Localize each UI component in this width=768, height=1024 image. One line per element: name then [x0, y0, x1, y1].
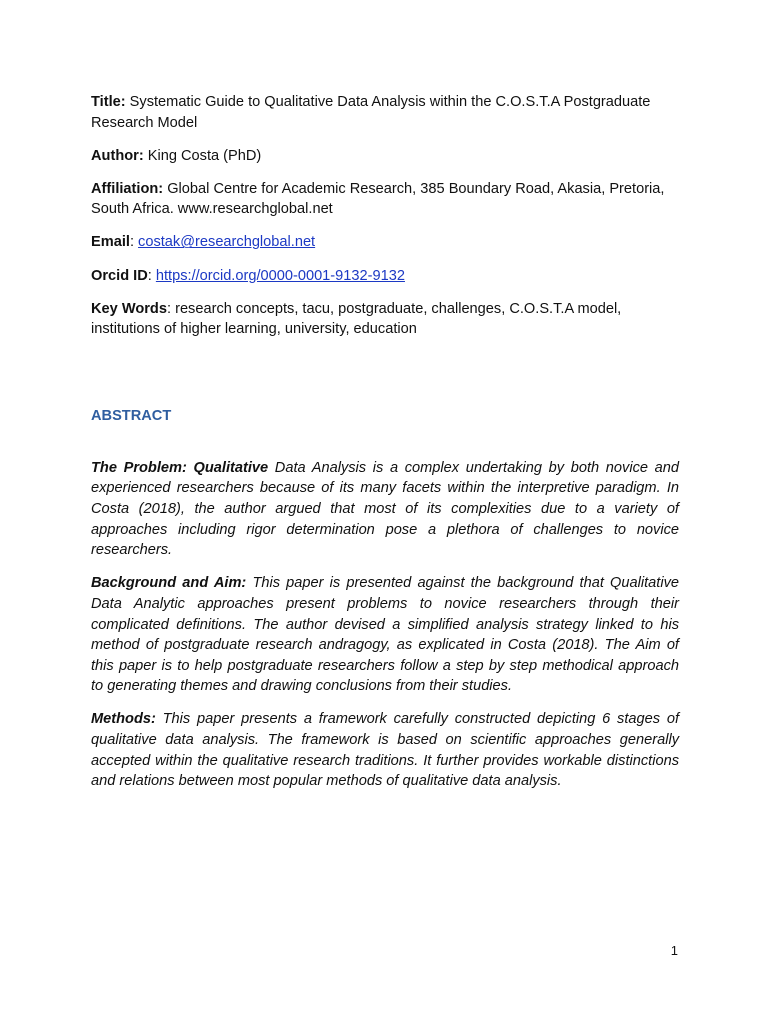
paragraph-text: This paper presents a framework carefully constructed depicting 6 stages of qualitative data analysis. The framework is based on scientific approaches generally accepted within the qualitative research traditions. It further provides workable distinctions and relations between most popular methods of qualitative data analysis.	[91, 711, 679, 790]
title-label: Title:	[91, 94, 126, 110]
page-content	[91, 92, 679, 804]
keywords-line	[91, 299, 679, 340]
paragraph-lead: Methods:	[91, 711, 156, 728]
affiliation-value: Global Centre for Academic Research, 385 Boundary Road, Akasia, Pretoria, South Africa. www.researchglobal.net	[91, 180, 665, 218]
keywords-value: : research concepts, tacu, postgraduate, challenges, C.O.S.T.A model, institutions of higher learning, university, education	[91, 300, 622, 338]
email-label: Email	[91, 234, 130, 251]
author-line	[91, 146, 679, 167]
page-number: 1	[670, 943, 678, 958]
affiliation-line	[91, 179, 679, 220]
paragraph-text: This paper is presented against the background that Qualitative Data Analytic approaches present problems to novice researchers through their complicated definitions. The author devised a simplified analysis strategy linked to his method of postgraduate research andragogy, as explicated in Costa (2018). The Aim of this paper is to help postgraduate researchers follow a step by step methodical approach to generating themes and drawing conclusions from their studies.	[91, 575, 679, 695]
title-line	[91, 92, 679, 133]
paragraph-text: Data Analysis is a complex undertaking by both novice and experienced researchers because of its many facets within the interpretive paradigm. In Costa (2018), the author argued that most of its complexities due to a variety of approaches including rigor determination pose a plethora of challenges to novice researchers.	[91, 459, 679, 559]
abstract-heading: ABSTRACT	[91, 407, 172, 424]
orcid-link[interactable]: https://orcid.org/0000-0001-9132-9132	[155, 267, 405, 284]
author-label: Author:	[91, 147, 144, 164]
paragraph-lead: Background and Aim:	[91, 575, 247, 592]
abstract-paragraph-background	[91, 573, 679, 697]
orcid-line	[91, 266, 679, 287]
orcid-label: Orcid ID	[91, 267, 148, 284]
keywords-label: Key Words	[91, 300, 167, 317]
title-value: Systematic Guide to Qualitative Data Analysis within the C.O.S.T.A Postgraduate Research Model	[91, 94, 651, 131]
email-separator: :	[129, 234, 139, 251]
abstract-paragraph-problem	[91, 458, 679, 561]
orcid-separator: :	[147, 267, 156, 284]
email-link[interactable]: costak@researchglobal.net	[138, 234, 316, 251]
author-value: King Costa (PhD)	[143, 147, 262, 164]
abstract-paragraph-methods	[91, 709, 679, 791]
paragraph-lead: The Problem: Qualitative	[91, 459, 269, 476]
affiliation-label: Affiliation:	[91, 180, 164, 197]
email-line	[91, 232, 679, 253]
